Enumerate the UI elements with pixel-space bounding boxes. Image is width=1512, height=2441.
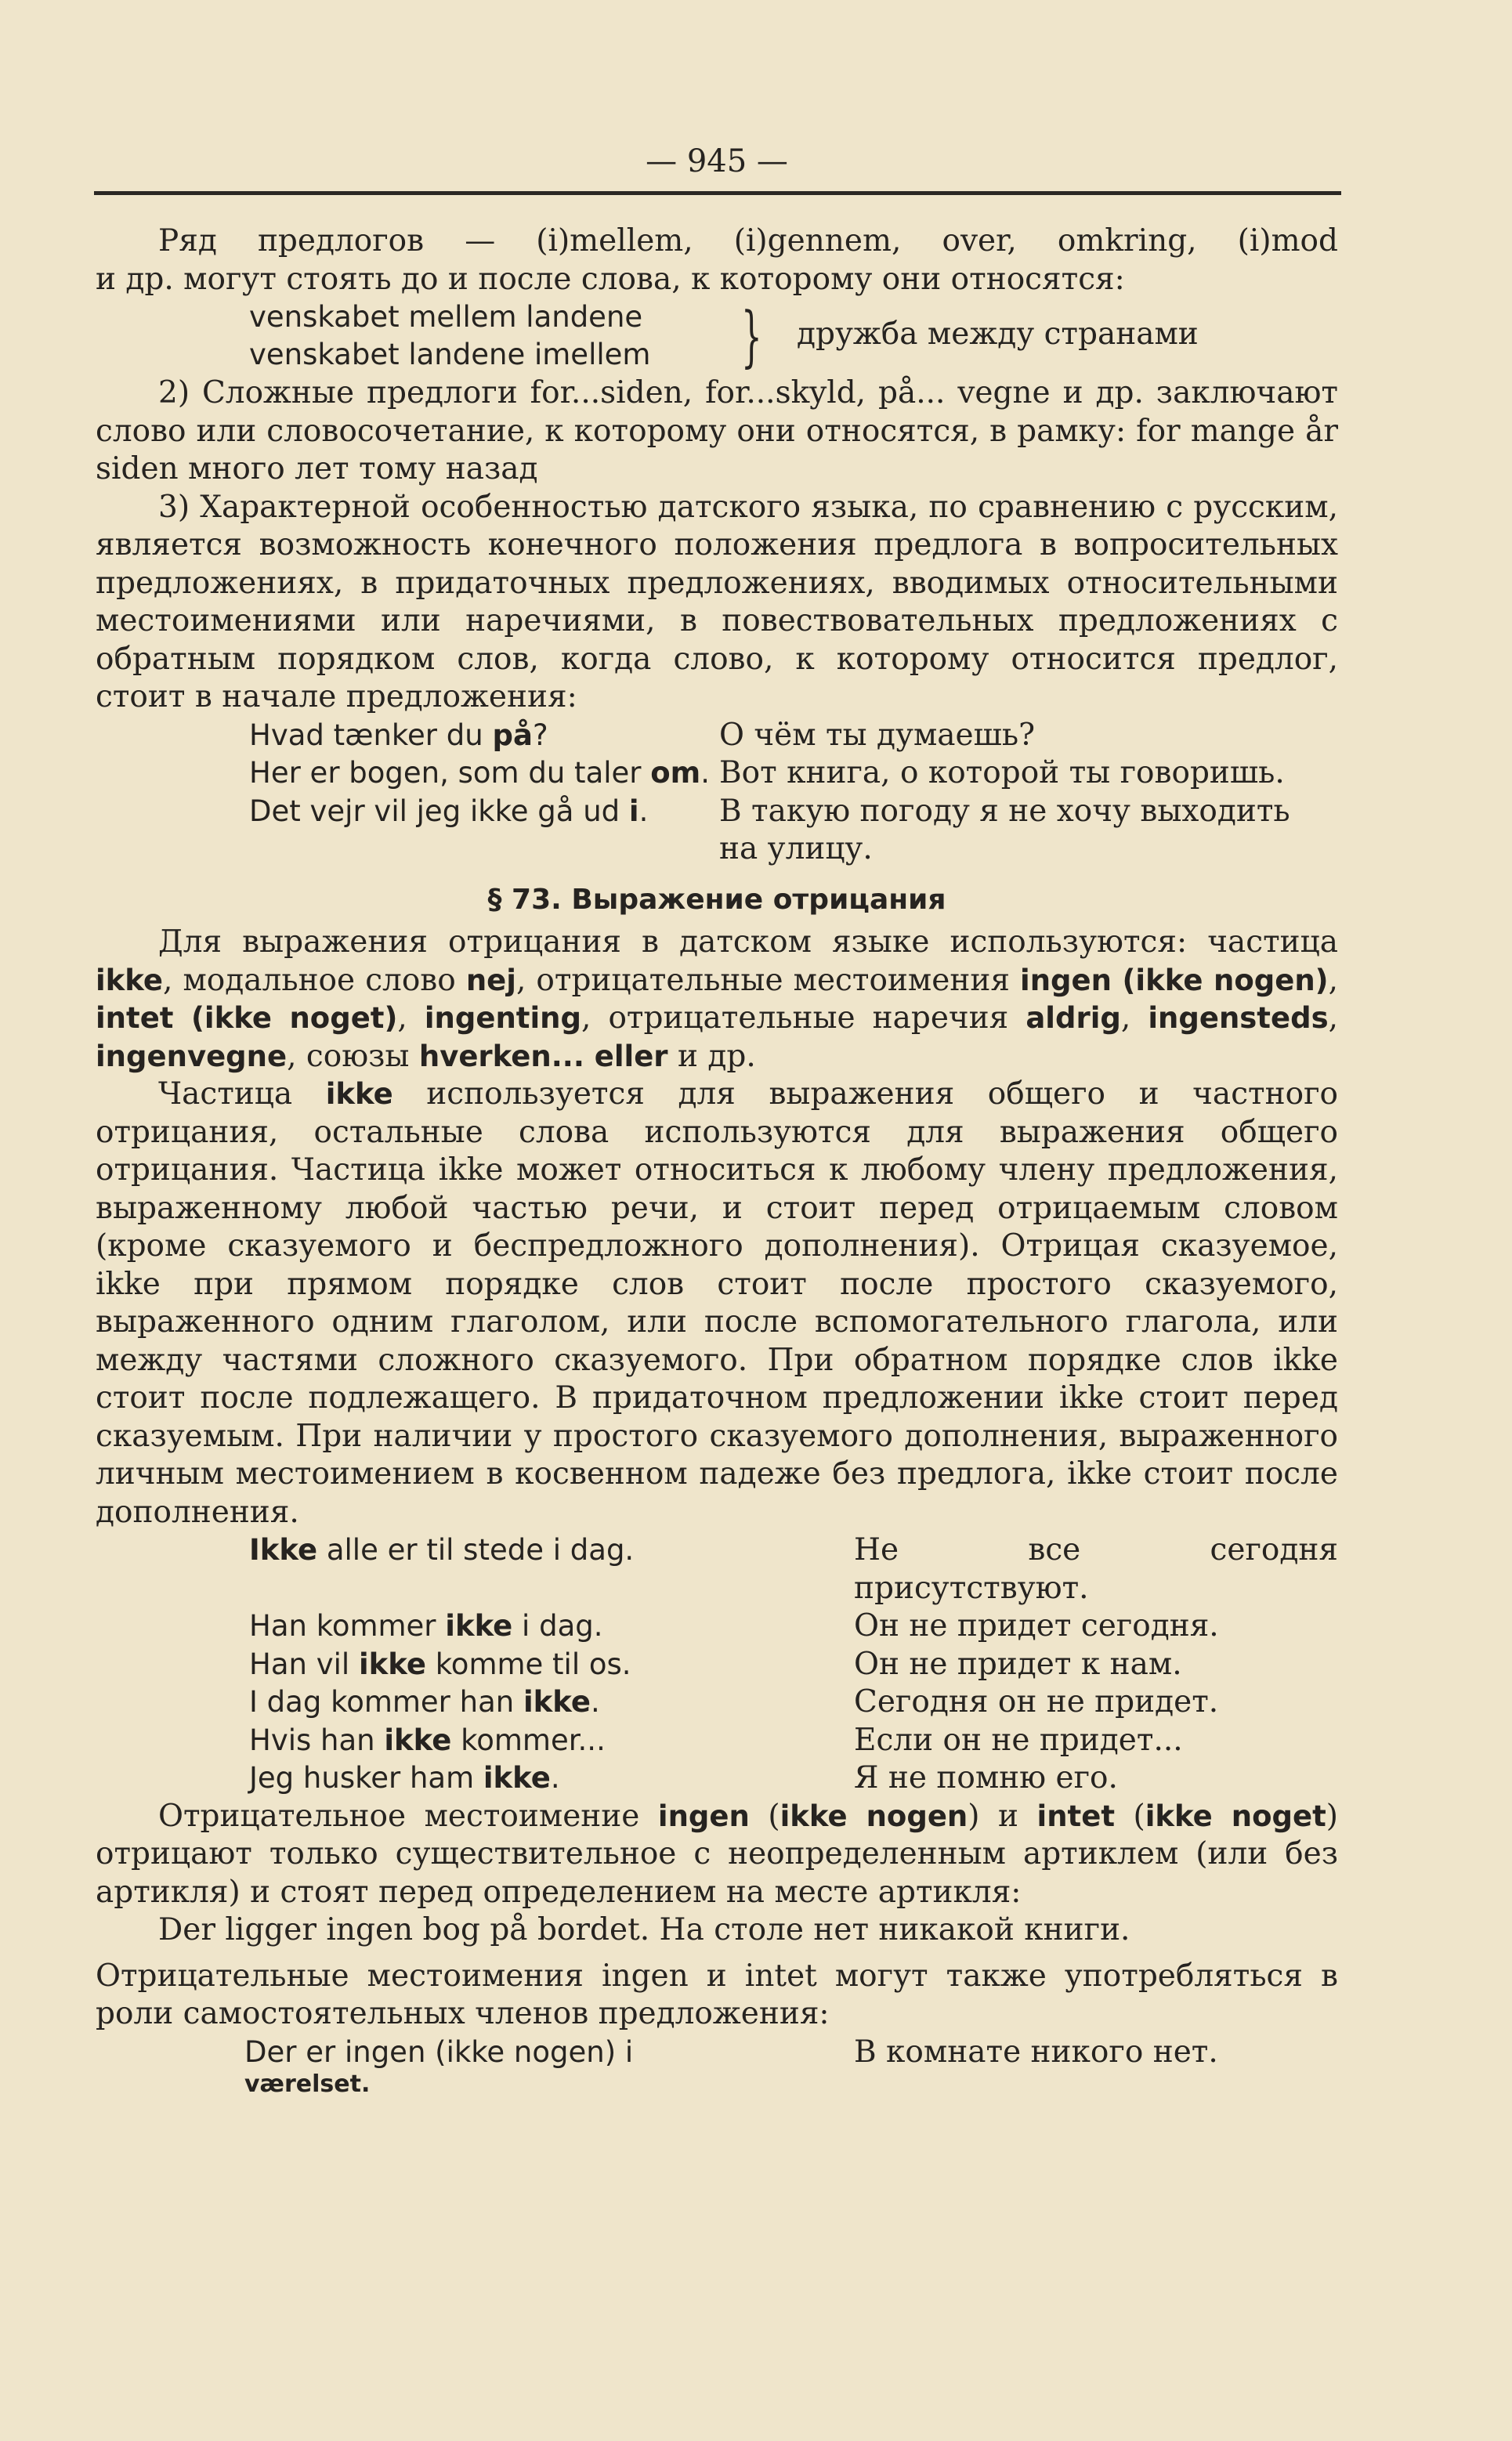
example-danish-line1: venskabet mellem landene bbox=[249, 300, 643, 334]
example-text: . bbox=[590, 1685, 600, 1719]
example-russian: Если он не придет... bbox=[854, 1722, 1183, 1758]
example-text: alle er til stede i dag. bbox=[317, 1533, 635, 1567]
term: nej bbox=[465, 963, 516, 997]
text: , союзы bbox=[287, 1038, 419, 1074]
example-danish bbox=[96, 1759, 854, 1798]
examples-ikke bbox=[96, 1532, 1338, 1798]
term: intet bbox=[1036, 1799, 1116, 1833]
text: Отрицательное местоимение bbox=[158, 1798, 658, 1834]
example-row bbox=[96, 754, 1338, 793]
example-der-ligger: Der ligger ingen bog på bordet. На столе нет никакой книги. bbox=[158, 1912, 1130, 1947]
term: ingensteds bbox=[1148, 1001, 1329, 1035]
example-bold: ikke bbox=[483, 1761, 551, 1795]
term: intet (ikke noget) bbox=[96, 1001, 398, 1035]
example-text: Hvad tænker du bbox=[249, 718, 493, 752]
text: , bbox=[397, 1000, 425, 1036]
text: ( bbox=[1115, 1798, 1145, 1834]
text: Для выражения отрицания в датском языке используются: частица bbox=[158, 924, 1338, 960]
text: , отрицательные местоимения bbox=[515, 962, 1021, 998]
text: ( bbox=[749, 1798, 780, 1834]
example-danish bbox=[96, 754, 719, 793]
term: ikke bbox=[96, 963, 163, 997]
example-text: komme til os. bbox=[425, 1647, 631, 1681]
example-text: Jeg husker ham bbox=[249, 1761, 483, 1795]
example-danish-line2: venskabet landene imellem bbox=[249, 338, 651, 371]
text-flow bbox=[96, 222, 1338, 2098]
example-bold: ikke bbox=[445, 1609, 513, 1643]
example-row bbox=[96, 717, 1338, 755]
paragraph-independent-use: Отрицательные местоимения ingen и intet могут также употребляться в роли самостоятельных членов предложения: bbox=[96, 1958, 1338, 2031]
example-danish bbox=[96, 1722, 854, 1760]
example-danish-continuation: værelset. bbox=[244, 2070, 371, 2098]
text: Частица bbox=[158, 1076, 326, 1112]
example-danish bbox=[96, 1646, 854, 1684]
paragraph-ingen-intet bbox=[96, 1798, 1338, 1912]
paragraph-prepositions-line2: и др. могут стоять до и после слова, к которому они относятся: bbox=[96, 261, 1125, 297]
example-danish bbox=[96, 717, 719, 755]
text: используется для выражения общего и частного отрицания, остальные слова используются для выражения общего отрицания. Частица ikke может относиться к любому члену предложения, выраженному любой частью речи, и стоит перед отрицаемым словом (кроме сказуемого и беспредложного дополнения). Отрицая сказуемое, ikke при прямом порядке слов стоит после простого сказуемого, выраженного одним глаголом, или после вспомогательного глагола, или между частями сложного сказуемого. При обратном порядке слов ikke стоит после подлежащего. В придаточном предложении ikke стоит перед сказуемым. При наличии у простого сказуемого дополнения, выраженного личным местоимением в косвенном падеже без предлога, ikke стоит после дополнения. bbox=[96, 1076, 1338, 1530]
example-danish: Der er ingen (ikke nogen) i bbox=[244, 2034, 634, 2069]
brace-symbol: } bbox=[741, 298, 762, 374]
example-translation: дружба между странами bbox=[797, 316, 1199, 352]
term: ikke nogen bbox=[780, 1799, 968, 1833]
example-russian: Я не помню его. bbox=[854, 1760, 1118, 1795]
text: и др. bbox=[667, 1038, 756, 1074]
text: , отрицательные наречия bbox=[581, 1000, 1026, 1036]
section-heading: § 73. Выражение отрицания bbox=[487, 883, 946, 916]
paragraph-compound-prepositions: 2) Сложные предлоги for...siden, for...skyld, på... vegne и др. заключают слово или словосочетание, к которому они относятся, в рамку: for mange år siden много лет тому назад bbox=[96, 375, 1338, 486]
paragraph-prepositions-line1: Ряд предлогов — (i)mellem, (i)gennem, over, omkring, (i)mod bbox=[158, 223, 1338, 259]
example-row bbox=[96, 793, 1338, 869]
example-russian: В комнате никого нет. bbox=[854, 2034, 1218, 2070]
example-text: ? bbox=[532, 718, 548, 752]
term: ingenvegne bbox=[96, 1039, 288, 1073]
term: ikke noget bbox=[1145, 1799, 1326, 1833]
examples-prepositions bbox=[96, 717, 1338, 869]
example-danish bbox=[96, 1532, 854, 1607]
example-text: . bbox=[638, 794, 649, 828]
page-number: — 945 — bbox=[646, 143, 788, 179]
example-russian: Не все сегодня присутствуют. bbox=[854, 1532, 1338, 1606]
example-russian: О чём ты думаешь? bbox=[719, 717, 1036, 753]
example-bold: ikke bbox=[358, 1647, 426, 1681]
term: hverken... eller bbox=[418, 1039, 668, 1073]
header-rule bbox=[94, 191, 1341, 195]
example-bold: ikke bbox=[384, 1723, 452, 1757]
example-danish bbox=[96, 793, 719, 869]
example-bold: om bbox=[650, 756, 701, 790]
example-row bbox=[96, 1683, 1338, 1722]
example-text: Her er bogen, som du taler bbox=[249, 756, 651, 790]
example-row bbox=[96, 1722, 1338, 1760]
example-russian: Сегодня он не придет. bbox=[854, 1684, 1219, 1720]
example-danish bbox=[96, 1683, 854, 1722]
example-row bbox=[96, 1646, 1338, 1684]
text: , bbox=[1328, 1000, 1339, 1036]
example-russian: Он не придет к нам. bbox=[854, 1646, 1182, 1682]
term: ingenting bbox=[424, 1001, 581, 1035]
term: aldrig bbox=[1025, 1001, 1121, 1035]
example-text: . bbox=[700, 756, 711, 790]
example-venskabet bbox=[96, 298, 1338, 374]
example-text: I dag kommer han bbox=[249, 1685, 523, 1719]
example-text: Hvis han bbox=[249, 1723, 385, 1757]
example-row bbox=[96, 1532, 1338, 1607]
example-russian: Он не придет сегодня. bbox=[854, 1608, 1219, 1644]
text: , bbox=[1120, 1000, 1148, 1036]
example-bold: på bbox=[492, 718, 533, 752]
text: , модальное слово bbox=[163, 962, 466, 998]
example-text: kommer... bbox=[451, 1723, 606, 1757]
example-danish bbox=[249, 298, 650, 374]
example-bold: Ikke bbox=[249, 1533, 318, 1567]
example-bold: i bbox=[628, 794, 639, 828]
paragraph-negation-means bbox=[96, 924, 1338, 1076]
example-text: Han kommer bbox=[249, 1609, 446, 1643]
paragraph-final-position: 3) Характерной особенностью датского языка, по сравнению с русским, является возможность конечного положения предлога в вопросительных предложениях, в придаточных предложениях, вводимых относительными местоимениями или наречиями, в повествовательных предложениях с обратным порядком слов, когда слово, к которому относится предлог, стоит в начале предложения: bbox=[96, 489, 1338, 714]
example-bold: ikke bbox=[523, 1685, 591, 1719]
spacer bbox=[96, 1950, 1338, 1958]
text: ) отрицают только существительное с неопределенным артиклем (или без артикля) и стоят перед определением на месте артикля: bbox=[96, 1798, 1338, 1910]
example-row bbox=[96, 1759, 1338, 1798]
example-russian: В такую погоду я не хочу выходить на улицу. bbox=[719, 793, 1290, 866]
term: ingen (ikke nogen) bbox=[1020, 963, 1329, 997]
example-row bbox=[96, 1607, 1338, 1646]
paragraph-ikke-usage bbox=[96, 1076, 1338, 1532]
example-text: i dag. bbox=[512, 1609, 603, 1643]
example-text: Han vil bbox=[249, 1647, 359, 1681]
example-danish bbox=[96, 1607, 854, 1646]
example-text: Det vejr vil jeg ikke gå ud bbox=[249, 794, 629, 828]
term: ikke bbox=[325, 1077, 393, 1111]
example-russian: Вот книга, о которой ты говоришь. bbox=[719, 755, 1285, 790]
term: ingen bbox=[657, 1799, 750, 1833]
text: ) и bbox=[968, 1798, 1037, 1834]
example-text: . bbox=[550, 1761, 560, 1795]
example-row-last bbox=[96, 2034, 1338, 2072]
text: , bbox=[1328, 962, 1338, 998]
